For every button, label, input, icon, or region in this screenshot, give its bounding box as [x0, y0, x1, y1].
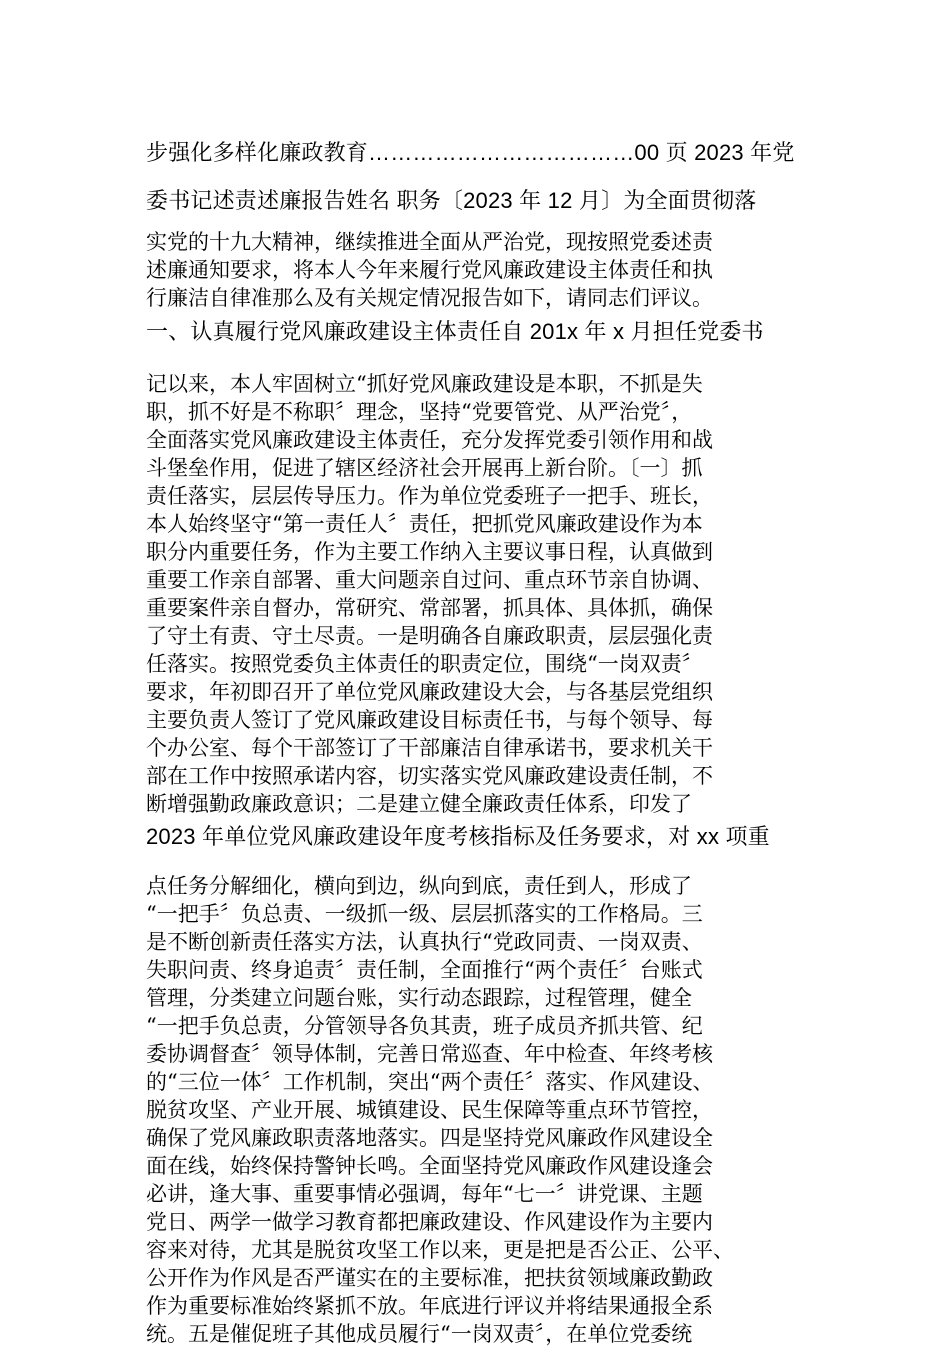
text-line: 委协调督查〞领导体制，完善日常巡查、年中检查、年终考核	[146, 1042, 713, 1066]
text-line: 统。五是催促班子其他成员履行“一岗双责〞，在单位党委统	[146, 1322, 693, 1346]
text-line: 确保了党风廉政职责落地落实。四是坚持党风廉政作风建设全	[146, 1126, 713, 1150]
text-line: 职分内重要任务，作为主要工作纳入主要议事日程，认真做到	[146, 540, 713, 564]
text-line: 本人始终坚守“第一责任人〞责任，把抓党风廉政建设作为本	[146, 512, 703, 536]
text-line: 重要案件亲自督办，常研究、常部署，抓具体、具体抓，确保	[146, 596, 713, 620]
text-line: 步强化多样化廉政教育………………………………00 页 2023 年党	[146, 140, 795, 165]
text-line: 斗堡垒作用，促进了辖区经济社会开展再上新台阶。〔一〕抓	[146, 456, 703, 480]
text-line: 一、认真履行党风廉政建设主体责任自 201x 年 x 月担任党委书	[146, 319, 764, 344]
text-line: 主要负责人签订了党风廉政建设目标责任书，与每个领导、每	[146, 708, 713, 732]
text-line: 的“三位一体〞工作机制，突出“两个责任〞落实、作风建设、	[146, 1070, 714, 1094]
text-line: 点任务分解细化，横向到边，纵向到底，责任到人，形成了	[146, 874, 692, 898]
text-line: 必讲，逢大事、重要事情必强调，每年“七一〞讲党课、主题	[146, 1182, 703, 1206]
text-line: 重要工作亲自部署、重大问题亲自过问、重点环节亲自协调、	[146, 568, 713, 592]
text-line: 实党的十九大精神，继续推进全面从严治党，现按照党委述责	[146, 230, 713, 254]
text-line: 全面落实党风廉政建设主体责任，充分发挥党委引领作用和战	[146, 428, 713, 452]
text-line: 记以来，本人牢固树立“抓好党风廉政建设是本职，不抓是失	[146, 372, 703, 396]
text-line: 党日、两学一做学习教育都把廉政建设、作风建设作为主要内	[146, 1210, 713, 1234]
text-line: “一把手负总责，分管领导各负其责，班子成员齐抓共管、纪	[146, 1014, 703, 1038]
text-line: 管理，分类建立问题台账，实行动态跟踪，过程管理，健全	[146, 986, 692, 1010]
text-line: 个办公室、每个干部签订了干部廉洁自律承诺书，要求机关干	[146, 736, 713, 760]
text-line: 是不断创新责任落实方法，认真执行“党政同责、一岗双责、	[146, 930, 703, 954]
text-line: “一把手〞负总责、一级抓一级、层层抓落实的工作格局。三	[146, 902, 703, 926]
text-line: 部在工作中按照承诺内容，切实落实党风廉政建设责任制，不	[146, 764, 713, 788]
text-line: 容来对待，尤其是脱贫攻坚工作以来，更是把是否公正、公平、	[146, 1238, 734, 1262]
text-line: 作为重要标准始终紧抓不放。年底进行评议并将结果通报全系	[146, 1294, 713, 1318]
text-line: 委书记述责述廉报告姓名 职务〔2023 年 12 月〕为全面贯彻落	[146, 188, 757, 213]
text-line: 职，抓不好是不称职〞理念，坚持“党要管党、从严治党〞，	[146, 400, 693, 424]
text-line: 2023 年单位党风廉政建设年度考核指标及任务要求，对 xx 项重	[146, 824, 770, 849]
text-line: 了守土有责、守土尽责。一是明确各自廉政职责，层层强化责	[146, 624, 713, 648]
text-line: 失职问责、终身追责〞责任制，全面推行“两个责任〞台账式	[146, 958, 703, 982]
text-line: 面在线，始终保持警钟长鸣。全面坚持党风廉政作风建设逢会	[146, 1154, 713, 1178]
text-line: 责任落实，层层传导压力。作为单位党委班子一把手、班长，	[146, 484, 713, 508]
text-line: 公开作为作风是否严谨实在的主要标准，把扶贫领域廉政勤政	[146, 1266, 713, 1290]
text-line: 要求，年初即召开了单位党风廉政建设大会，与各基层党组织	[146, 680, 713, 704]
text-line: 行廉洁自律准那么及有关规定情况报告如下，请同志们评议。	[146, 286, 713, 310]
text-line: 任落实。按照党委负主体责任的职责定位，围绕“一岗双责〞	[146, 652, 703, 676]
text-line: 脱贫攻坚、产业开展、城镇建设、民生保障等重点环节管控，	[146, 1098, 713, 1122]
text-line: 断增强勤政廉政意识；二是建立健全廉政责任体系，印发了	[146, 792, 692, 816]
text-line: 述廉通知要求，将本人今年来履行党风廉政建设主体责任和执	[146, 258, 713, 282]
